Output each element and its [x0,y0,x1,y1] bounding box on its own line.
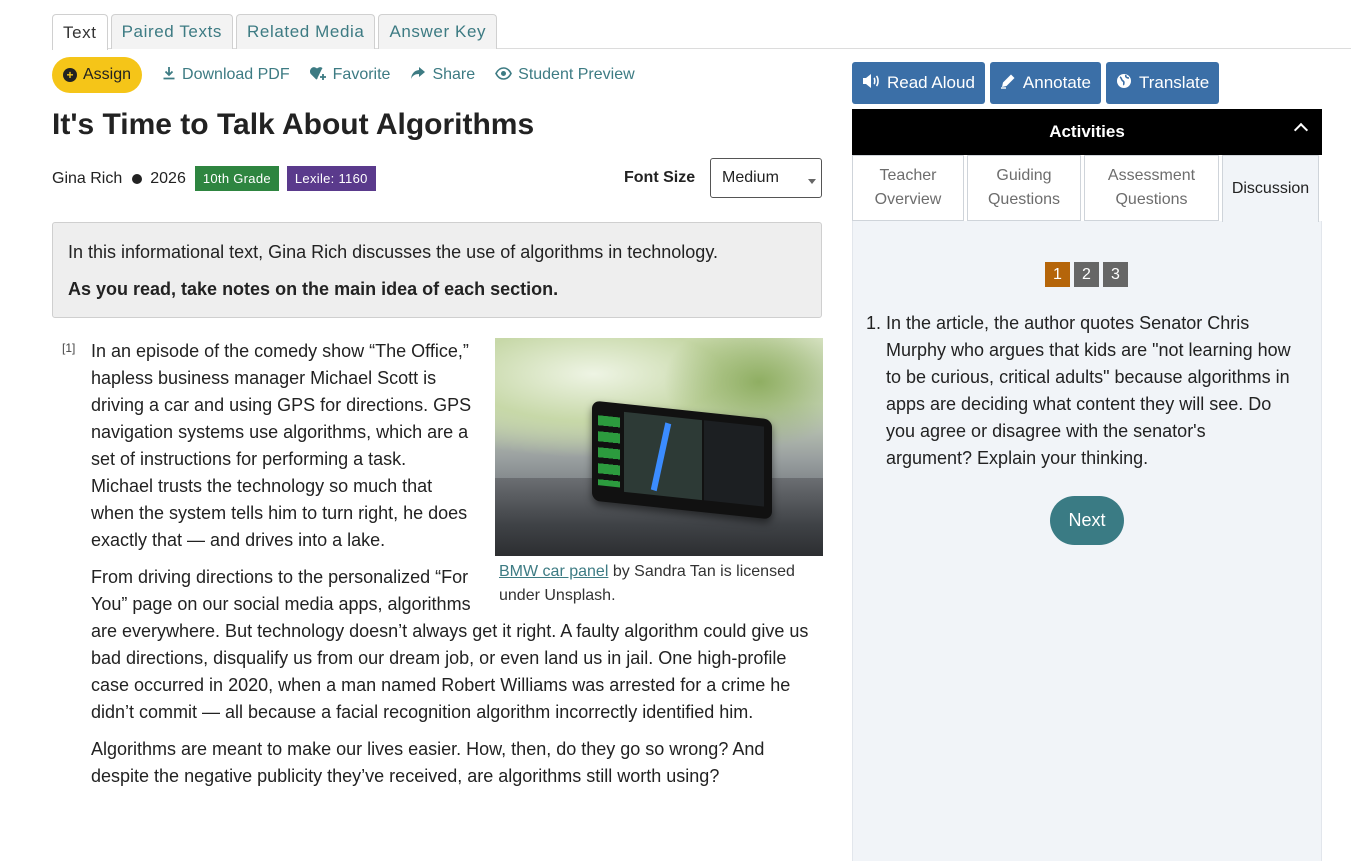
separator-dot [132,174,142,184]
assign-button[interactable] [52,57,142,93]
tab-paired-texts[interactable]: Paired Texts [111,14,233,49]
tab-label: Guiding Questions [987,167,1061,208]
pen-icon [1000,73,1016,94]
paragraph-number: [1] [62,341,76,355]
article-figure [495,338,823,608]
activities-title: Activities [1049,122,1125,141]
article-paragraph: In an episode of the comedy show “The Office,” hapless business manager Michael Scott is driving a car and using GPS for directions. GPS navigation systems use algorithms, which are a set of instructions for performing a task. Michael trusts the technology so much that when the system tells him to turn right, he does exactly that — and drives into a lake. [91,341,472,550]
tab-guiding-questions[interactable] [967,155,1081,221]
question-number: 1. [866,313,882,333]
next-button[interactable]: Next [1050,496,1124,545]
intro-instruction: As you read, take notes on the main idea of each section. [68,279,559,299]
article-paragraph: Algorithms are meant to make our lives easier. How, then, do they go so wrong? And despite the negative publicity they’ve received, are algorithms still worth using? [91,739,765,786]
favorite-label: Favorite [332,66,391,83]
caption-license: by Sandra Tan is licensed under Unsplash. [499,563,795,604]
discussion-question [866,310,1296,472]
page-button[interactable]: 2 [1074,262,1099,287]
question-text: In the article, the author quotes Senator Chris Murphy who argues that kids are "not learning how to be curious, critical adults" because algorithms in apps are deciding what content they will see. Do you agree or disagree with the senator's argument? Explain your thinking. [886,313,1291,468]
tab-teacher-overview[interactable] [852,155,964,221]
article-paragraph: From driving directions to the personalized “For You” page on our social media apps, algorithms are everywhere. But technology doesn’t always get it right. A faulty algorithm could give us bad directions, disqualify us from our dream job, or even land us in jail. One high-profile case occurred in 2020, when a man named Robert Williams was arrested for a crime he didn’t commit — all because a facial recognition algorithm incorrectly identified him. [91,567,809,722]
article-body [91,338,823,800]
author-name: Gina Rich [52,169,123,187]
translate-label: Translate [1138,73,1210,92]
tab-assessment-questions[interactable] [1084,155,1219,221]
plus-circle-icon: + [63,68,77,82]
tab-answer-key[interactable]: Answer Key [378,14,497,49]
download-pdf-label: Download PDF [182,66,290,83]
speaker-icon [862,73,880,94]
annotate-label: Annotate [1022,73,1091,92]
car-dashboard-image [495,338,823,556]
publication-year: 2026 [150,169,186,187]
font-size-label: Font Size [624,169,696,186]
grade-badge: 10th Grade [195,166,279,191]
article-title: It's Time to Talk About Algorithms [52,108,535,141]
download-icon [162,66,176,84]
reading-tools [852,62,1224,104]
page-button[interactable]: 3 [1103,262,1128,287]
tab-text[interactable]: Text [52,14,108,50]
intro-text: In this informational text, Gina Rich discusses the use of algorithms in technology. [68,242,718,262]
image-source-link[interactable]: BMW car panel [499,563,609,580]
tab-related-media[interactable]: Related Media [236,14,375,49]
activities-header[interactable] [852,109,1322,155]
download-pdf-link[interactable] [162,66,290,84]
annotate-button[interactable] [990,62,1101,104]
article-meta [52,166,376,191]
share-arrow-icon [410,66,426,84]
dropdown-caret-icon [808,179,816,184]
content-tabs [52,14,500,50]
activities-tabs [852,155,1322,221]
student-preview-link[interactable] [495,66,635,84]
chevron-up-icon [1294,123,1308,137]
figure-caption [495,556,823,608]
read-aloud-label: Read Aloud [887,73,975,92]
read-aloud-button[interactable] [852,62,985,104]
font-size-value: Medium [722,169,779,186]
favorite-link[interactable] [310,66,391,85]
action-toolbar [52,57,655,93]
intro-box [52,222,822,318]
translate-button[interactable] [1106,62,1219,104]
tab-label: Teacher Overview [874,167,942,208]
page-button[interactable]: 1 [1045,262,1070,287]
question-pager [1045,262,1132,287]
globe-icon [1116,73,1132,94]
tab-label: Assessment Questions [1107,167,1196,208]
assign-label: Assign [83,66,132,83]
share-label: Share [432,66,476,83]
student-preview-label: Student Preview [518,66,635,83]
lexile-badge: Lexile: 1160 [287,166,376,191]
eye-icon [495,67,512,84]
heart-plus-icon [310,66,327,85]
tab-discussion[interactable] [1222,155,1319,222]
font-size-select[interactable] [710,158,822,198]
tab-label: Discussion [1231,180,1310,197]
share-link[interactable] [410,66,475,84]
